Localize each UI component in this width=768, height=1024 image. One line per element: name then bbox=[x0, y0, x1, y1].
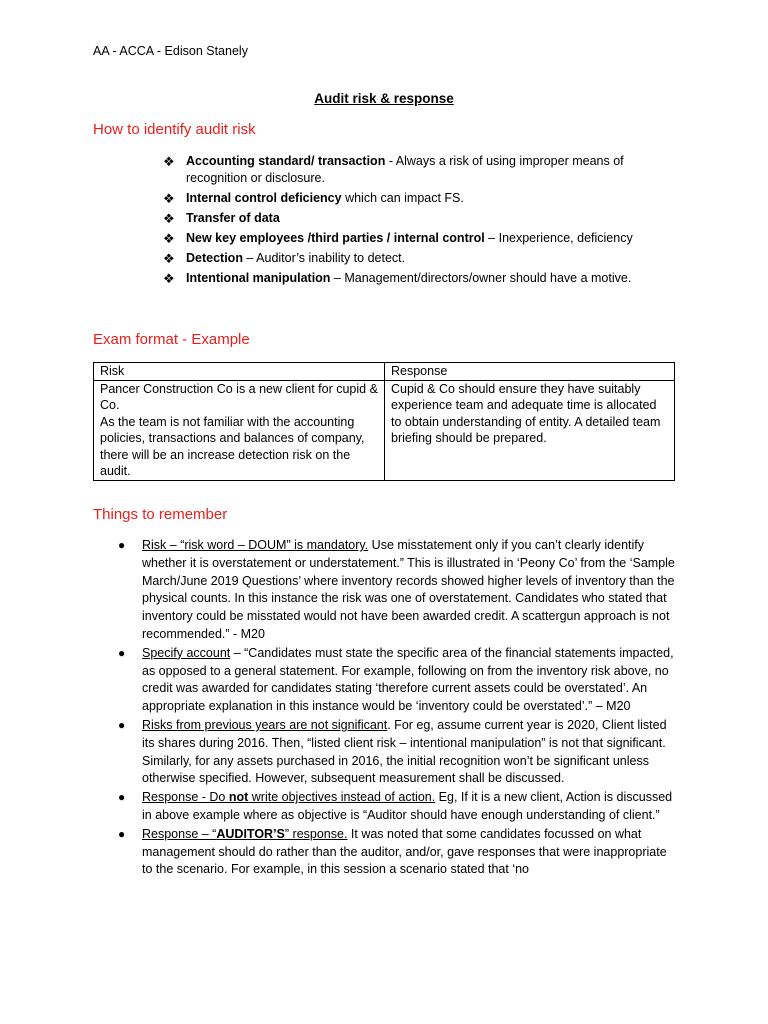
document-title: Audit risk & response bbox=[314, 91, 454, 106]
bullet-icon: ● bbox=[118, 645, 126, 660]
list-item: ❖ Intentional manipulation – Management/directors/owner should have a motive. bbox=[163, 271, 632, 286]
list-item: ● Risks from previous years are not significant. For eg, assume current year is 2020, Client listed its shares during 2016. Then, “listed client risk – intentional manipulation” is not that significant. Similarly, for any assets purchased in 2016, the initial recognition won’t be significant unless otherwise specified. However, subsequent measurement shall be discussed. bbox=[118, 717, 667, 786]
bullet-icon: ● bbox=[118, 717, 126, 732]
risk-text-line: Pancer Construction Co is a new client for cupid & Co. bbox=[100, 381, 378, 412]
risk-response-table bbox=[93, 362, 675, 481]
document-header: AA - ACCA - Edison Stanely bbox=[93, 44, 248, 58]
diamond-bullet-icon: ❖ bbox=[163, 211, 175, 226]
list-item: ❖ New key employees /third parties / internal control – Inexperience, deficiency bbox=[163, 231, 633, 246]
list-item: ❖ Transfer of data bbox=[163, 211, 280, 226]
bullet-icon: ● bbox=[118, 538, 126, 552]
risk-text-line: As the team is not familiar with the accounting policies, transactions and balances of company, there will be an increase detection risk on the audit. bbox=[100, 414, 365, 478]
diamond-bullet-icon: ❖ bbox=[163, 271, 175, 286]
remember-list bbox=[118, 537, 678, 880]
list-item: ● Response – “AUDITOR’S” response. It was noted that some candidates focussed on what management should do rather than the auditor, and/or, gave responses that were inappropriate to the scenario. For example, in this session a scenario stated that ‘no bbox=[118, 826, 667, 877]
table-header-row bbox=[94, 363, 675, 381]
section-heading-things-to-remember: Things to remember bbox=[93, 506, 228, 523]
list-item: ● Response - Do not write objectives instead of action. Eg, If it is a new client, Action is discussed in above example where as objective is “Auditor should have enough understanding of client.” bbox=[118, 790, 673, 822]
section-heading-exam-format: Exam format - Example bbox=[93, 331, 250, 348]
bullet-icon: ● bbox=[118, 790, 126, 805]
list-item: ● Specify account – “Candidates must state the specific area of the financial statements impacted, as opposed to a general statement. For example, following on from the inventory risk above, no credit was awarded for candidates stating ‘therefore current assets could be overstated’. An appropriate explanation in this instance would be ‘inventory could be overstated’.” – M20 bbox=[118, 645, 674, 714]
list-item: ❖ Detection – Auditor’s inability to detect. bbox=[163, 251, 406, 266]
bullet-icon: ● bbox=[118, 826, 126, 841]
identify-risk-list bbox=[163, 153, 663, 290]
table-row bbox=[94, 380, 675, 480]
list-item: ● Risk – “risk word – DOUM” is mandatory. Use misstatement only if you can’t clearly identify whether it is overstatement or understatement.” This is illustrated in ‘Peony Co’ from the ‘Sample March/June 2019 Questions’ where inventory records showed higher levels of inventory than the physical counts. In this instance the risk was one of overstatement. Candidates who stated that inventory could be misstated would not have been awarded credit. A scattergun approach is not recommended.” - M20 bbox=[118, 538, 675, 641]
list-item: ❖ Accounting standard/ transaction - Always a risk of using improper means of recognition or disclosure. bbox=[163, 154, 624, 185]
response-cell: Cupid & Co should ensure they have suitably experience team and adequate time is allocated to obtain understanding of entity. A detailed team briefing should be prepared. bbox=[385, 380, 675, 480]
diamond-bullet-icon: ❖ bbox=[163, 191, 175, 206]
diamond-bullet-icon: ❖ bbox=[163, 154, 175, 169]
risk-cell bbox=[94, 380, 385, 480]
list-item: ❖ Internal control deficiency which can impact FS. bbox=[163, 191, 464, 206]
section-heading-identify-risk: How to identify audit risk bbox=[93, 121, 256, 138]
column-header-risk: Risk bbox=[94, 363, 385, 381]
diamond-bullet-icon: ❖ bbox=[163, 251, 175, 266]
column-header-response: Response bbox=[385, 363, 675, 381]
diamond-bullet-icon: ❖ bbox=[163, 231, 175, 246]
